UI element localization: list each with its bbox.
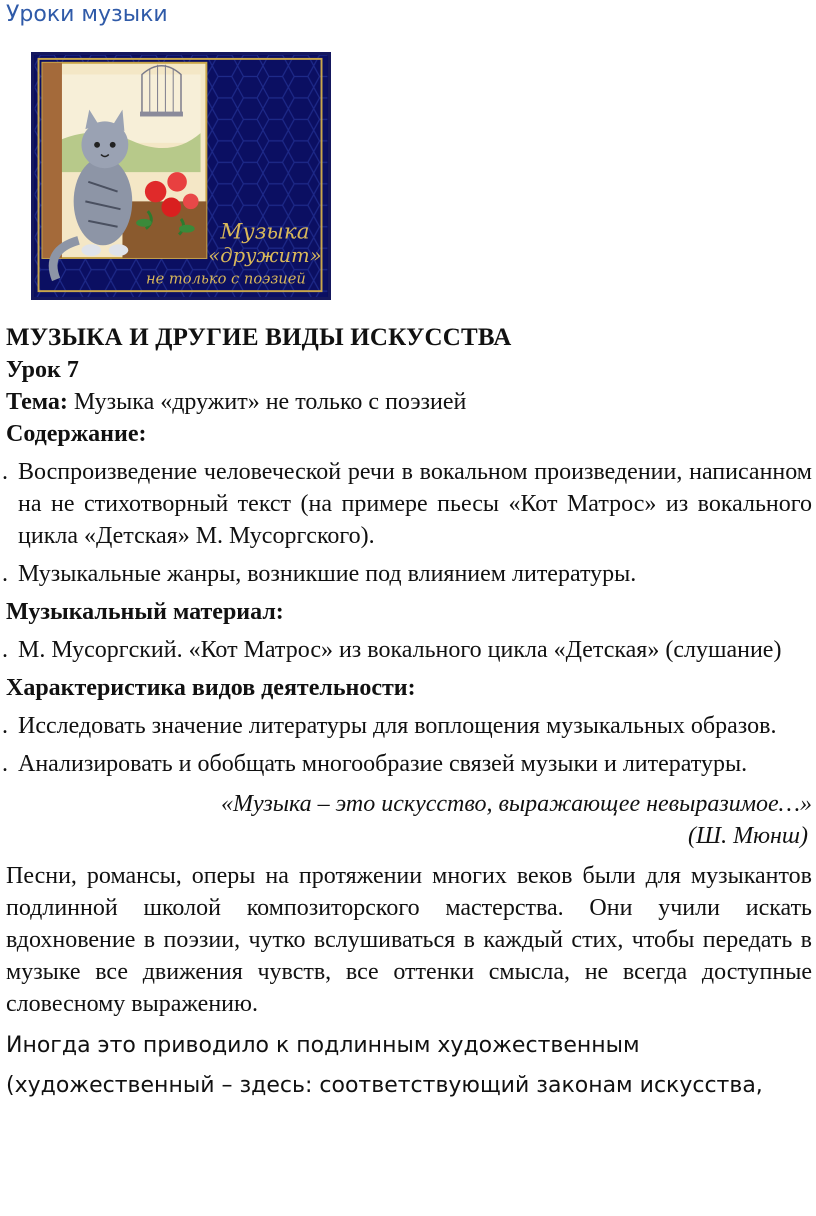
- list-bullet: .: [2, 459, 8, 485]
- list-bullet: .: [2, 713, 8, 739]
- body-paragraph: Песни, романсы, оперы на протяжении многих веков были для музыкантов подлинной школой композиторского мастерства. Они учили искать вдохновение в поэзии, чутко вслушиваться в каждый стих, чтобы передать в музыке все движения чувств, все оттенки смысла, не всегда доступные словесному выражению.: [6, 863, 812, 1017]
- list-bullet: .: [2, 751, 8, 777]
- material-heading: Музыкальный материал:: [6, 599, 284, 625]
- epigraph-quote: «Музыка – это искусство, выражающее невыразимое…»: [221, 791, 812, 817]
- list-item-text: Анализировать и обобщать многообразие связей музыки и литературы.: [18, 751, 748, 777]
- topic-label: Тема:: [6, 389, 68, 415]
- list-item-text: Музыкальные жанры, возникшие под влиянием литературы.: [18, 561, 637, 587]
- list-item: [2, 748, 812, 780]
- list-item: [2, 558, 812, 590]
- cover-illustration: [31, 52, 331, 300]
- list-item: [2, 634, 812, 666]
- tail-line-2: (художественный – здесь: соответствующий законам искусства,: [6, 1073, 763, 1098]
- epigraph-author: (Ш. Мюнш): [688, 823, 808, 849]
- list-bullet: .: [2, 561, 8, 587]
- list-item-text: Исследовать значение литературы для воплощения музыкальных образов.: [18, 713, 777, 739]
- list-item: [2, 710, 812, 742]
- cover-title-line2: «дружит»: [208, 243, 322, 267]
- section-title: МУЗЫКА И ДРУГИЕ ВИДЫ ИСКУССТВА: [6, 324, 512, 351]
- list-bullet: .: [2, 637, 8, 663]
- page-header: Уроки музыки: [6, 2, 168, 27]
- activities-heading: Характеристика видов деятельности:: [6, 675, 416, 701]
- list-item-text: М. Мусоргский. «Кот Матрос» из вокального цикла «Детская» (слушание): [18, 637, 782, 663]
- lesson-content: [2, 322, 812, 1106]
- topic-text: Музыка «дружит» не только с поэзией: [67, 389, 467, 415]
- list-item-text: Воспроизведение человеческой речи в вокальном произведении, написанном на не стихотворный текст (на примере пьесы «Кот Матрос» из вокального цикла «Детская» М. Мусоргского).: [18, 459, 812, 549]
- topic-line: [6, 386, 812, 418]
- content-heading: Содержание:: [6, 421, 147, 447]
- cover-title-line3: не только с поэзией: [145, 270, 306, 288]
- tail-line-1: Иногда это приводило к подлинным художественным: [6, 1033, 640, 1058]
- list-item: [2, 456, 812, 552]
- lesson-number: Урок 7: [6, 357, 79, 383]
- cover-title-line1: Музыка: [220, 219, 310, 245]
